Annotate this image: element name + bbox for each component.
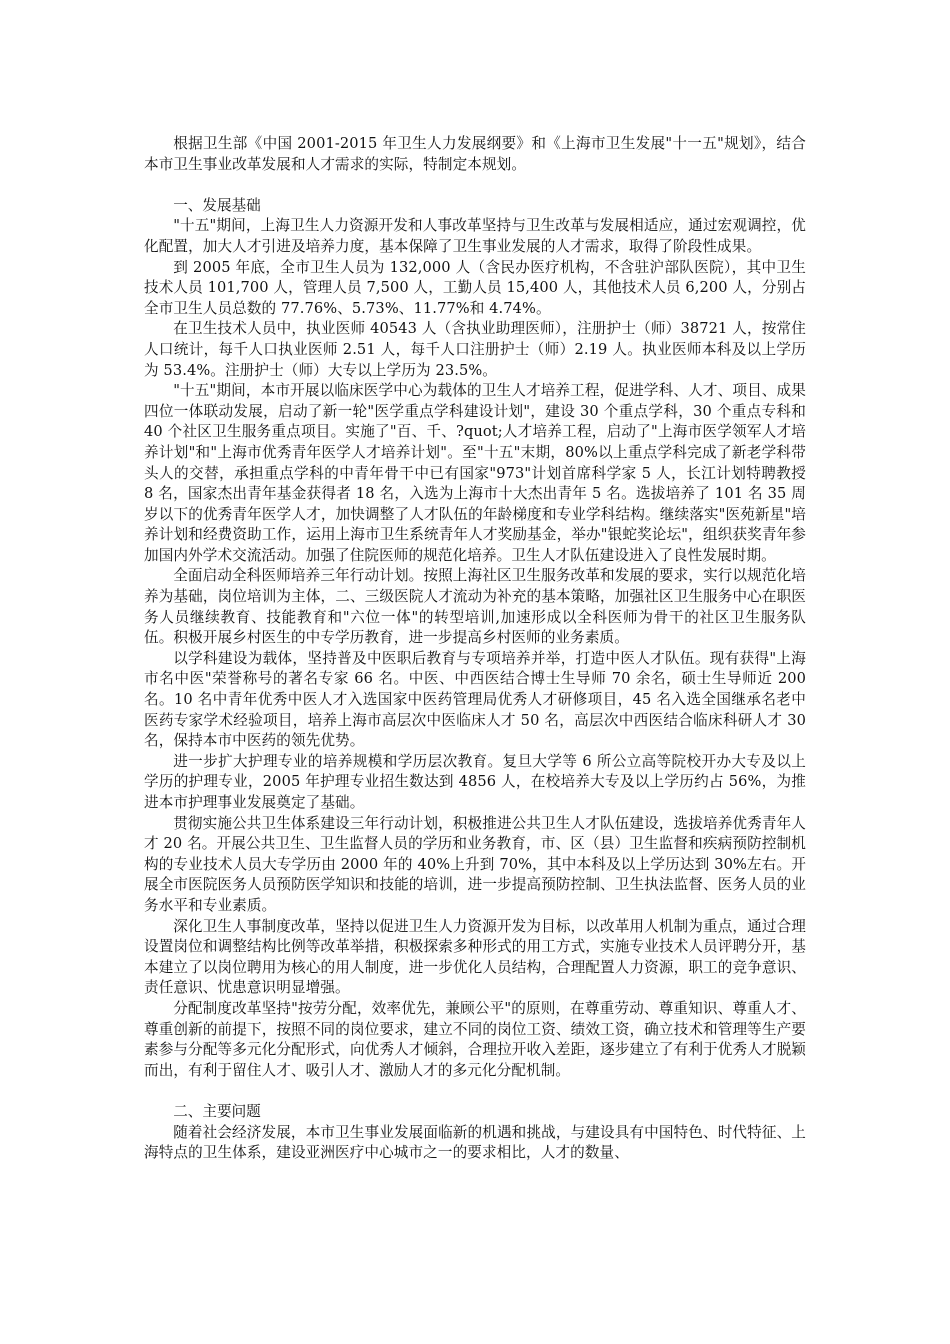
paragraph: 全面启动全科医师培养三年行动计划。按照上海社区卫生服务改革和发展的要求，实行以规范化培养为基础，岗位培训为主体，二、三级医院人才流动为补充的基本策略，加强社区卫生服务中心在职医务人员继续教育、技能教育和"六位一体"的转型培训,加速形成以全科医师为骨干的社区卫生服务队伍。积极开展乡村医生的中专学历教育，进一步提高乡村医师的业务素质。 (144, 567, 806, 647)
section-heading-development-basis: 一、发展基础 (173, 196, 261, 214)
document-page (144, 134, 806, 1164)
paragraph: 以学科建设为载体，坚持普及中医职后教育与专项培养并举，打造中医人才队伍。现有获得"上海市名中医"荣誉称号的著名专家 66 名。中医、中西医结合博士生导师 70 余名，硕士生导师近 200 名。10 名中青年优秀中医人才入选国家中医药管理局优秀人才研修项目，45 名入选全国继承名老中医药专家学术经验项目，培养上海市高层次中医临床人才 50 名，高层次中西医结合临床科研人才 30 名，保持本市中医药的领先优势。 (144, 649, 806, 750)
spacer (144, 1081, 806, 1102)
paragraph: "十五"期间，上海卫生人力资源开发和人事改革坚持与卫生改革与发展相适应，通过宏观调控，优化配置，加大人才引进及培养力度，基本保障了卫生事业发展的人才需求，取得了阶段性成果。 (144, 217, 806, 255)
paragraph: 进一步扩大护理专业的培养规模和学历层次教育。复旦大学等 6 所公立高等院校开办大专及以上学历的护理专业，2005 年护理专业招生数达到 4856 人，在校培养大专及以上学历约占 56%，为推进本市护理事业发展奠定了基础。 (144, 752, 806, 811)
paragraph: 分配制度改革坚持"按劳分配，效率优先，兼顾公平"的原则，在尊重劳动、尊重知识、尊重人才、尊重创新的前提下，按照不同的岗位要求，建立不同的岗位工资、绩效工资，确立技术和管理等生产要素参与分配等多元化分配形式，向优秀人才倾斜，合理拉开收入差距，逐步建立了有利于优秀人才脱颖而出，有利于留住人才、吸引人才、激励人才的多元化分配机制。 (144, 999, 806, 1079)
paragraph: 随着社会经济发展，本市卫生事业发展面临新的机遇和挑战，与建设具有中国特色、时代特征、上海特点的卫生体系，建设亚洲医疗中心城市之一的要求相比，人才的数量、 (144, 1123, 806, 1162)
paragraph: 深化卫生人事制度改革，坚持以促进卫生人力资源开发为目标，以改革用人机制为重点，通过合理设置岗位和调整结构比例等改革举措，积极探索多种形式的用工方式，实施专业技术人员评聘分开，基本建立了以岗位聘用为核心的用人制度，进一步优化人员结构，合理配置人力资源，职工的竞争意识、责任意识、忧患意识明显增强。 (144, 917, 806, 997)
intro-paragraph: 根据卫生部《中国 2001-2015 年卫生人力发展纲要》和《上海市卫生发展"十一五"规划》，结合本市卫生事业改革发展和人才需求的实际，特制定本规划。 (144, 135, 806, 173)
paragraph: 到 2005 年底，全市卫生人员为 132,000 人（含民办医疗机构，不含驻沪部队医院），其中卫生技术人员 101,700 人，管理人员 7,500 人，工勤人员 15,400 人，其他技术人员 6,200 人，分别占全市卫生人员总数的 77.76%、5.73%、11.77%和 4.74%。 (144, 258, 806, 317)
paragraph: 贯彻实施公共卫生体系建设三年行动计划，积极推进公共卫生人才队伍建设，选拔培养优秀青年人才 20 名。开展公共卫生、卫生监督人员的学历和业务教育，市、区（县）卫生监督和疾病预防控制机构的专业技术人员大专学历由 2000 年的 40%上升到 70%，其中本科及以上学历达到 30%左右。开展全市医院医务人员预防医学知识和技能的培训，进一步提高预防控制、卫生执法监督、医务人员的业务水平和专业素质。 (144, 814, 806, 914)
section-heading-main-problems: 二、主要问题 (173, 1102, 261, 1120)
paragraph: 在卫生技术人员中，执业医师 40543 人（含执业助理医师），注册护士（师）38721 人，按常住人口统计，每千人口执业医师 2.51 人，每千人口注册护士（师）2.19 人。执业医师本科及以上学历为 53.4%。注册护士（师）大专以上学历为 23.5%。 (144, 320, 806, 379)
paragraph: "十五"期间，本市开展以临床医学中心为载体的卫生人才培养工程，促进学科、人才、项目、成果四位一体联动发展，启动了新一轮"医学重点学科建设计划"，建设 30 个重点学科，30 个重点专科和 40 个社区卫生服务重点项目。实施了"百、千、?quot;人才培养工程，启动了"上海市医学领军人才培养计划"和"上海市优秀青年医学人才培养计划"。至"十五"末期，80%以上重点学科完成了新老学科带头人的交替，承担重点学科的中青年骨干中已有国家"973"计划首席科学家 5 人，长江计划特聘教授 8 名，国家杰出青年基金获得者 18 名，入选为上海市十大杰出青年 5 名。选拔培养了 101 名 35 周岁以下的优秀青年医学人才，加快调整了人才队伍的年龄梯度和专业学科结构。继续落实"医苑新星"培养计划和经费资助工作，运用上海市卫生系统青年人才奖励基金，举办"银蛇奖论坛"，组织获奖青年参加国内外学术交流活动。加强了住院医师的规范化培养。卫生人才队伍建设进入了良性发展时期。 (144, 382, 806, 564)
spacer (144, 175, 806, 196)
